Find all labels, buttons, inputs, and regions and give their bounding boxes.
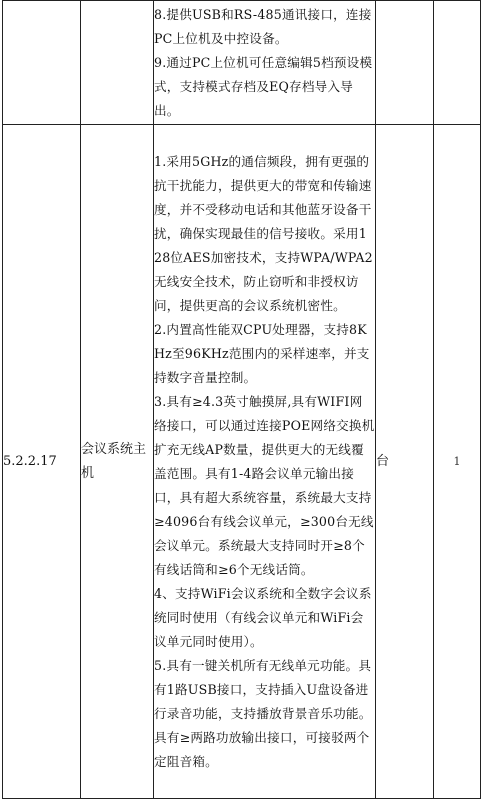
name-cell	[81, 1, 154, 125]
spec-item: 5.具有一键关机所有无线单元功能。具有1路USB接口，支持插入U盘设备进行录音功能，支持播放背景音乐功能。具有≥两路功放输出接口，可接驳两个定阻音箱。	[154, 657, 372, 769]
item-number: 5.2.2.17	[3, 125, 81, 799]
spec-table	[2, 0, 481, 799]
item-unit: 台	[376, 125, 434, 799]
spec-item: 1.采用5GHz的通信频段，拥有更强的抗干扰能力，提供更大的带宽和传输速度，并不受移动电话和其他蓝牙设备干扰，确保实现最佳的信号接收。采用128位AES加密技术，支持WPA/WPA2无线安全技术，防止窃听和非授权访问，提供更高的会议系统机密性。	[154, 153, 373, 313]
spec-item: 4、支持WiFi会议系统和全数字会议系统同时使用（有线会议单元和WiFi会议单元同时使用）。	[154, 585, 372, 649]
spec-item: 9.通过PC上位机可任意编辑5档预设模式，支持模式存档及EQ存档导入导出。	[154, 54, 373, 118]
spec-item: 2.内置高性能双CPU处理器，支持8KHz至96KHz范围内的采样速率，并支持数字音量控制。	[154, 321, 370, 385]
table-row	[3, 1, 481, 125]
qty-cell	[434, 1, 481, 125]
spec-cell	[154, 125, 376, 799]
item-quantity: 1	[434, 125, 481, 799]
table-row	[3, 125, 481, 799]
spec-cell	[154, 1, 376, 125]
spec-item: 8.提供USB和RS-485通讯接口，连接PC上位机及中控设备。	[154, 6, 372, 46]
unit-cell	[376, 1, 434, 125]
item-name: 会议系统主机	[81, 125, 154, 799]
spec-item: 3.具有≥4.3英寸触摸屏,具有WIFI网络接口，可以通过连接POE网络交换机扩充无线AP数量，提供更大的无线覆盖范围。具有1-4路会议单元输出接口，具有超大系统容量，系统最大支持≥4096台有线会议单元，≥300台无线会议单元。系统最大支持同时开≥8个有线话筒和≥6个无线话筒。	[154, 393, 375, 577]
item-no-cell	[3, 1, 81, 125]
